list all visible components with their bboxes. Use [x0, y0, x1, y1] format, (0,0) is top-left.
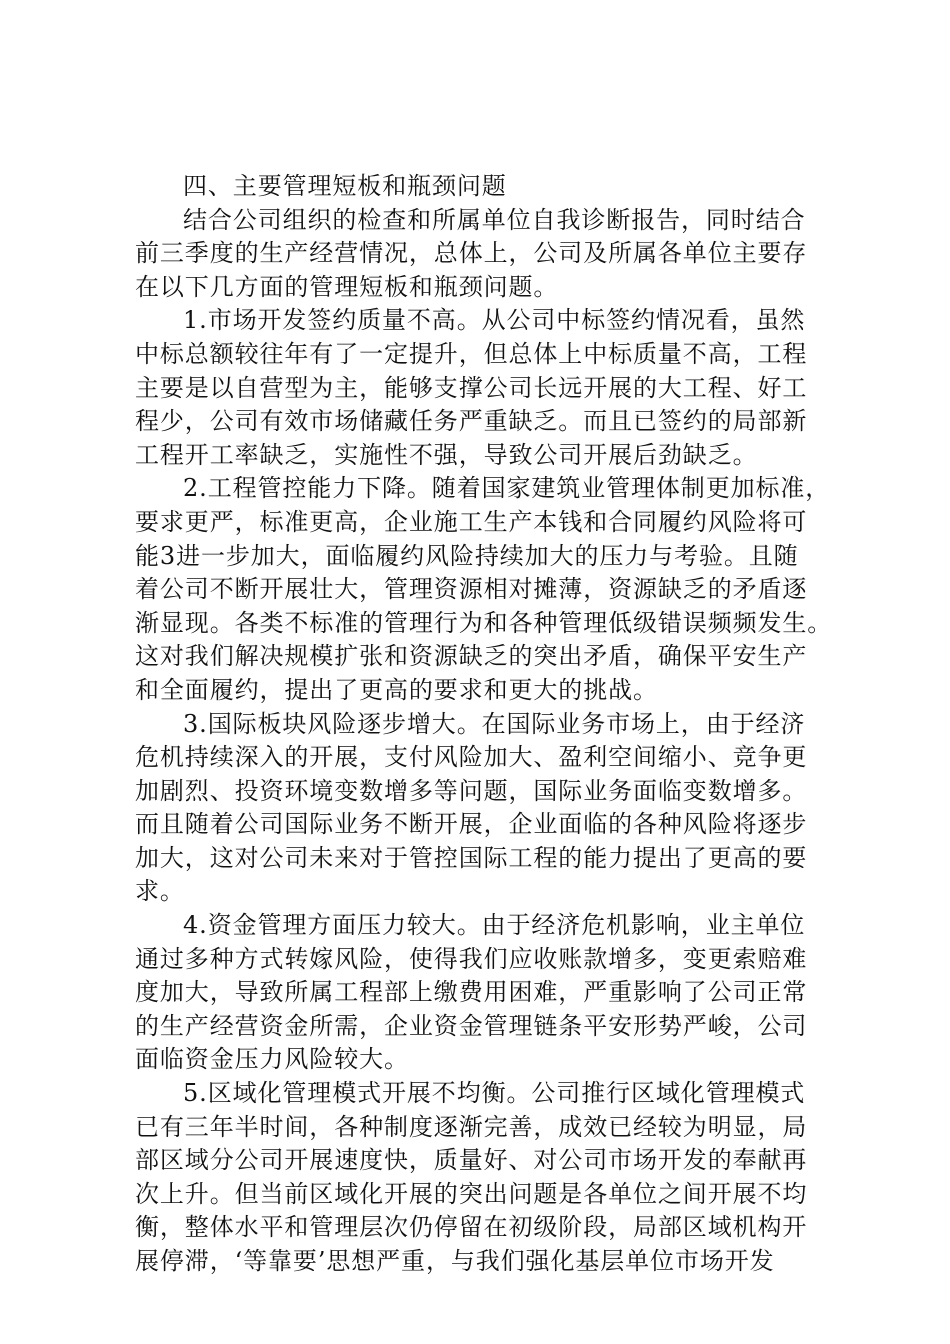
document-body — [135, 170, 835, 1279]
paragraph-line: 在以下几方面的管理短板和瓶颈问题。 — [135, 272, 559, 301]
paragraph-line: 通过多种方式转嫁风险，使得我们应收账款增多，变更索赔难 — [135, 944, 808, 973]
paragraph-item-1 — [135, 304, 835, 472]
paragraph-line: 中标总额较往年有了一定提升，但总体上中标质量不高，工程 — [135, 339, 808, 368]
paragraph-line: 部区域分公司开展速度快，质量好、对公司市场开发的奉献再 — [135, 1146, 808, 1175]
paragraph-item-4 — [135, 909, 835, 1077]
paragraph-line: 主要是以自营型为主，能够支撑公司长远开展的大工程、好工 — [135, 373, 808, 402]
paragraph-line: 危机持续深入的开展，支付风险加大、盈利空间缩小、竞争更 — [135, 743, 808, 772]
paragraph-line: 5.区域化管理模式开展不均衡。公司推行区域化管理模式 — [183, 1079, 806, 1108]
paragraph-line: 加剧烈、投资环境变数增多等问题，国际业务面临变数增多。 — [135, 776, 808, 805]
paragraph-line: 工程开工率缺乏，实施性不强，导致公司开展后劲缺乏。 — [135, 440, 758, 469]
paragraph-line: 面临资金压力风险较大。 — [135, 1045, 409, 1074]
paragraph-line: 和全面履约，提出了更高的要求和更大的挑战。 — [135, 675, 658, 704]
section-heading: 四、主要管理短板和瓶颈问题 — [183, 172, 507, 200]
paragraph-intro — [135, 204, 835, 305]
paragraph-line: 能3进一步加大，面临履约风险持续加大的压力与考验。且随 — [135, 541, 799, 570]
paragraph-line: 度加大，导致所属工程部上缴费用困难，严重影响了公司正常 — [135, 978, 808, 1007]
paragraph-line: 渐显现。各类不标准的管理行为和各种管理低级错误频频发生。 — [135, 608, 833, 637]
paragraph-line: 前三季度的生产经营情况，总体上，公司及所属各单位主要存 — [135, 239, 808, 268]
paragraph-line: 要求更严，标准更高，企业施工生产本钱和合同履约风险将可 — [135, 507, 808, 536]
paragraph-line: 加大，这对公司未来对于管控国际工程的能力提出了更高的要 — [135, 843, 808, 872]
paragraph-line: 这对我们解决规模扩张和资源缺乏的突出矛盾，确保平安生产 — [135, 642, 808, 671]
paragraph-line: 次上升。但当前区域化开展的突出问题是各单位之间开展不均 — [135, 1179, 808, 1208]
paragraph-line: 着公司不断开展壮大，管理资源相对摊薄，资源缺乏的矛盾逐 — [135, 575, 808, 604]
paragraph-line: 求。 — [135, 877, 185, 906]
paragraph-line: 衡，整体水平和管理层次仍停留在初级阶段，局部区域机构开 — [135, 1213, 808, 1242]
paragraph-line: 展停滞，‘等靠要’思想严重，与我们强化基层单位市场开发 — [135, 1247, 775, 1275]
paragraph-item-5 — [135, 1077, 835, 1279]
paragraph-item-3 — [135, 708, 835, 910]
paragraph-line: 3.国际板块风险逐步增大。在国际业务市场上，由于经济 — [183, 709, 806, 738]
paragraph-line: 已有三年半时间，各种制度逐渐完善，成效已经较为明显，局 — [135, 1112, 808, 1141]
paragraph-item-2 — [135, 472, 835, 707]
paragraph-line: 结合公司组织的检查和所属单位自我诊断报告，同时结合 — [183, 205, 806, 234]
paragraph-line: 4.资金管理方面压力较大。由于经济危机影响，业主单位 — [183, 911, 806, 940]
paragraph-line: 1.市场开发签约质量不高。从公司中标签约情况看，虽然 — [183, 306, 806, 335]
paragraph-line: 而且随着公司国际业务不断开展，企业面临的各种风险将逐步 — [135, 810, 808, 839]
paragraph-line: 程少，公司有效市场储藏任务严重缺乏。而且已签约的局部新 — [135, 407, 808, 436]
paragraph-line: 的生产经营资金所需，企业资金管理链条平安形势严峻，公司 — [135, 1011, 808, 1040]
paragraph-line: 2.工程管控能力下降。随着国家建筑业管理体制更加标准， — [183, 474, 831, 503]
